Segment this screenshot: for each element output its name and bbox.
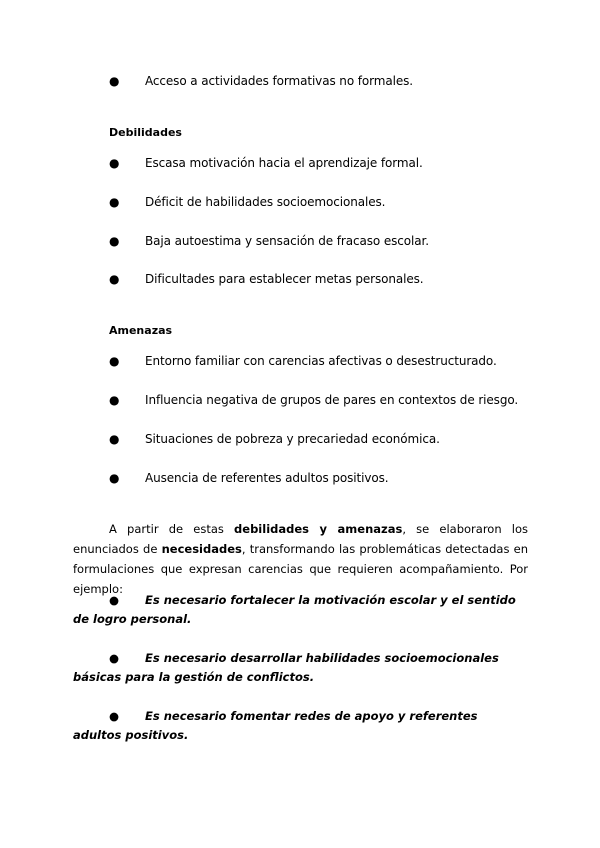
list-item-text: Situaciones de pobreza y precariedad económica. (145, 432, 440, 446)
bullet-icon: ● (109, 156, 120, 170)
list-item-text: Acceso a actividades formativas no formales. (145, 74, 413, 88)
bullet-icon: ● (109, 354, 120, 368)
list-item-text: Déficit de habilidades socioemocionales. (145, 195, 386, 209)
bullet-icon: ● (109, 471, 120, 485)
example-text: Es necesario fortalecer la motivación escolar y el sentido de logro personal. (73, 593, 516, 626)
section-heading-amenazas: Amenazas (109, 324, 173, 337)
paragraph-text: , se elaboraron los enunciados de (73, 522, 529, 556)
paragraph-bold-text: necesidades (161, 542, 242, 556)
list-item-text: Ausencia de referentes adultos positivos. (145, 471, 389, 485)
list-item-text: Escasa motivación hacia el aprendizaje formal. (145, 156, 423, 170)
example-text: Es necesario desarrollar habilidades socioemocionales básicas para la gestión de conflictos. (73, 651, 499, 684)
bullet-icon: ● (109, 195, 120, 209)
list-item-text: Baja autoestima y sensación de fracaso escolar. (145, 234, 429, 248)
bullet-icon: ● (109, 74, 120, 88)
paragraph-text: A partir de estas (109, 522, 235, 536)
list-item (0, 351, 600, 371)
example-item (73, 707, 528, 745)
list-item-text: Dificultades para establecer metas personales. (145, 272, 424, 286)
list-item (0, 390, 600, 410)
list-item-text: Influencia negativa de grupos de pares en contextos de riesgo. (145, 393, 519, 407)
bullet-icon: ● (109, 234, 120, 248)
list-item (0, 153, 600, 173)
paragraph-bold-text: debilidades y amenazas (234, 522, 403, 536)
list-item (0, 269, 600, 289)
bullet-icon: ● (109, 432, 120, 446)
bullet-icon: ● (109, 651, 120, 665)
example-item (73, 591, 528, 629)
list-item (0, 71, 600, 91)
body-paragraph (73, 519, 528, 599)
list-item (0, 231, 600, 251)
example-text: Es necesario fomentar redes de apoyo y referentes adultos positivos. (73, 709, 478, 742)
bullet-icon: ● (109, 593, 120, 607)
section-heading-debilidades: Debilidades (109, 126, 182, 139)
bullet-icon: ● (109, 272, 120, 286)
list-item (0, 468, 600, 488)
paragraph-text: , transformando las problemáticas detectadas en formulaciones que expresan carencias que requieren acompañamiento. Por ejemplo: (73, 542, 528, 596)
list-item (0, 429, 600, 449)
example-item (73, 649, 528, 687)
bullet-icon: ● (109, 393, 120, 407)
list-item (0, 192, 600, 212)
bullet-icon: ● (109, 709, 120, 723)
list-item-text: Entorno familiar con carencias afectivas o desestructurado. (145, 354, 497, 368)
